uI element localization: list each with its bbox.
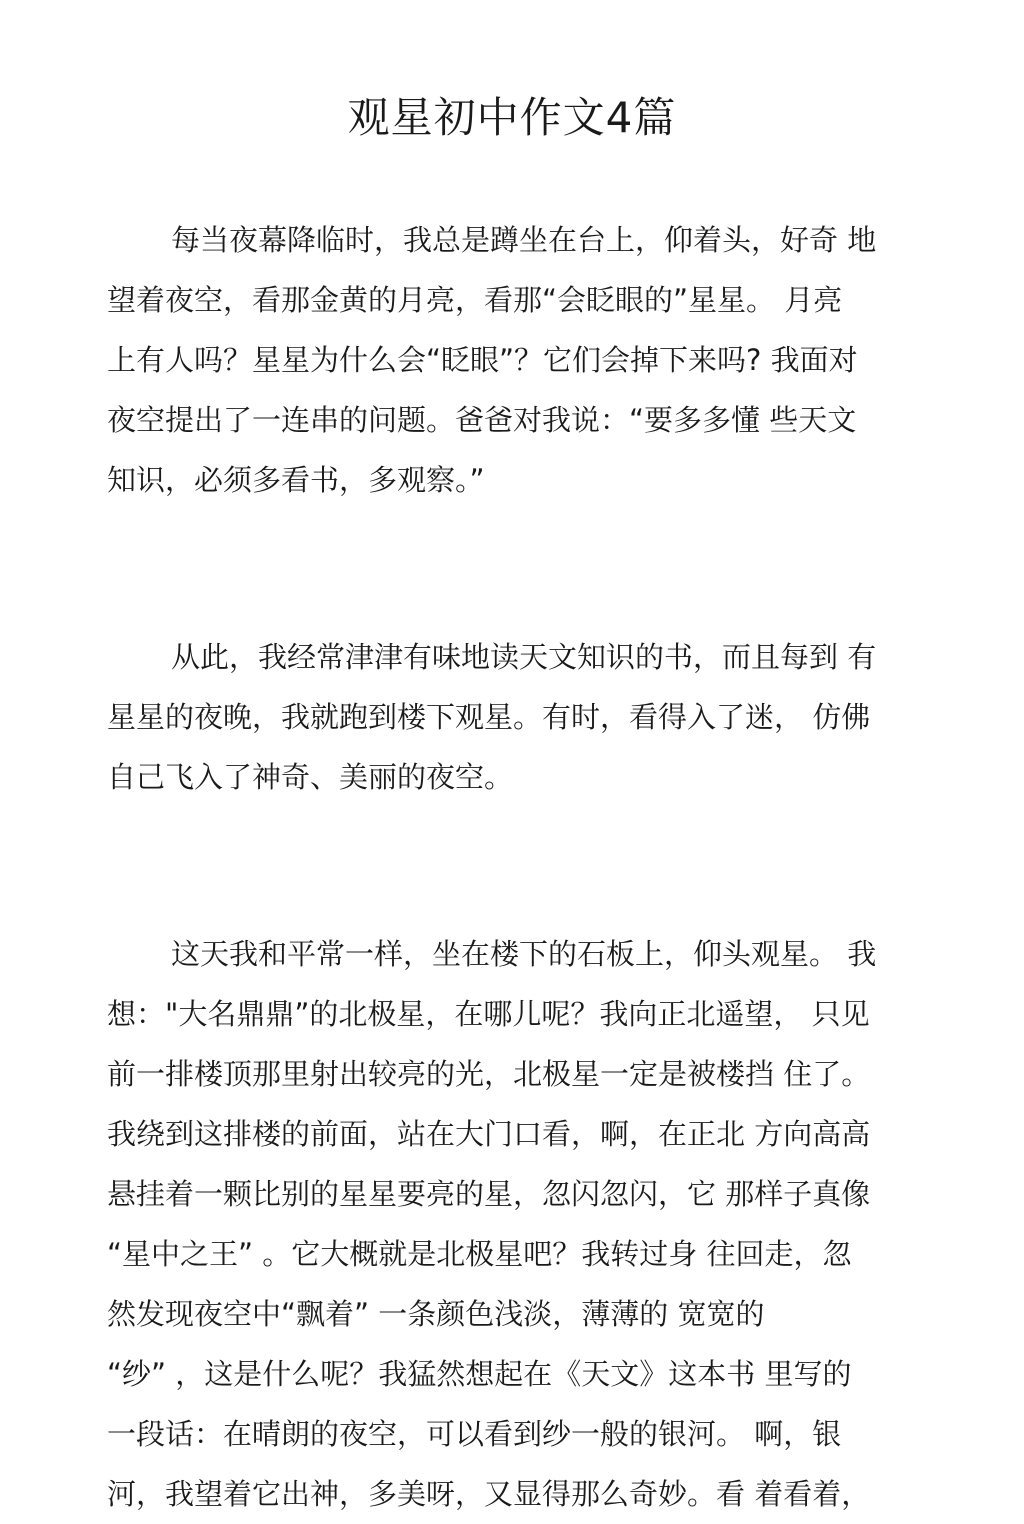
paragraph-line: 从此，我经常津津有味地读天文知识的书，而且每到 有 xyxy=(171,640,877,674)
paragraph-line: 自己飞入了神奇、美丽的夜空。 xyxy=(107,760,514,794)
paragraph-1 xyxy=(107,210,917,510)
paragraph-spacer xyxy=(107,510,917,627)
paragraph-line: 然发现夜空中“飘着” 一条颜色浅淡，薄薄的 宽宽的 xyxy=(107,1297,765,1331)
paragraph-line: 知识，必须多看书，多观察。” xyxy=(107,463,485,497)
paragraph-line: 我绕到这排楼的前面，站在大门口看，啊，在正北 方向高高 xyxy=(107,1117,871,1151)
essay-body xyxy=(107,210,917,1524)
paragraph-line: “星中之王” 。它大概就是北极星吧？我转过身 往回走，忽 xyxy=(107,1237,852,1271)
paragraph-line: 每当夜幕降临时，我总是蹲坐在台上，仰着头，好奇 地 xyxy=(171,223,877,257)
paragraph-2 xyxy=(107,627,917,807)
paragraph-line: 前一排楼顶那里射出较亮的光，北极星一定是被楼挡 住了。 xyxy=(107,1057,871,1091)
paragraph-line: 星星的夜晚，我就跑到楼下观星。有时，看得入了迷， 仿佛 xyxy=(107,700,871,734)
paragraph-line: “纱” ，这是什么呢？我猛然想起在《天文》这本书 里写的 xyxy=(107,1357,852,1391)
paragraph-line: 想："大名鼎鼎”的北极星，在哪儿呢？我向正北遥望， 只见 xyxy=(107,997,870,1031)
paragraph-line: 一段话：在晴朗的夜空，可以看到纱一般的银河。 啊，银 xyxy=(107,1417,842,1451)
paragraph-line: 悬挂着一颗比别的星星要亮的星，忽闪忽闪，它 那样子真像 xyxy=(107,1177,871,1211)
document-title: 观星初中作文4篇 xyxy=(347,93,677,142)
paragraph-3 xyxy=(107,924,917,1524)
paragraph-spacer xyxy=(107,807,917,924)
paragraph-line: 河，我望着它出神，多美呀，又显得那么奇妙。看 着看着， xyxy=(107,1477,871,1511)
paragraph-line: 这天我和平常一样，坐在楼下的石板上，仰头观星。 我 xyxy=(171,937,877,971)
paragraph-line: 夜空提出了一连串的问题。爸爸对我说：“要多多懂 些天文 xyxy=(107,403,857,437)
paragraph-line: 上有人吗？星星为什么会“眨眼”？它们会掉下来吗? 我面对 xyxy=(107,343,858,377)
paragraph-line: 望着夜空，看那金黄的月亮，看那“会眨眼的”星星。 月亮 xyxy=(107,283,843,317)
